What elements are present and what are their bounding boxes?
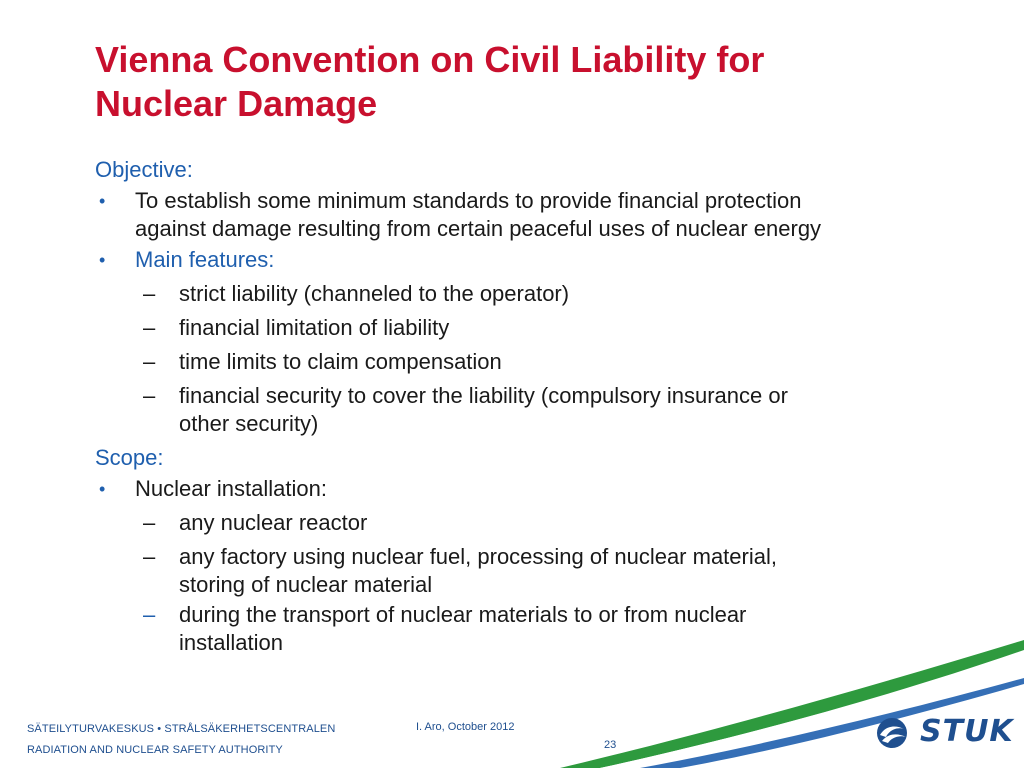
org-name-en: RADIATION AND NUCLEAR SAFETY AUTHORITY	[27, 744, 283, 756]
objective-text-line-2: against damage resulting from certain peaceful uses of nuclear energy	[135, 216, 822, 241]
org-name-fi-sv: SÄTEILYTURVAKESKUS • STRÅLSÄKERHETSCENTRALEN	[27, 723, 336, 735]
scope-item-line-2: storing of nuclear material	[179, 572, 433, 597]
scope-item-line-2: installation	[179, 630, 283, 655]
feature-text: strict liability (channeled to the operator)	[179, 281, 570, 306]
scope-item-line-1: any factory using nuclear fuel, processing of nuclear material,	[179, 544, 777, 569]
feature-text-line-2: other security)	[179, 411, 319, 436]
title-line-2: Nuclear Damage	[95, 83, 378, 124]
scope-bullet-text: Nuclear installation:	[135, 476, 327, 501]
bullet-icon: •	[99, 191, 106, 211]
dash-icon: –	[143, 510, 156, 535]
features-heading: Main features:	[135, 247, 275, 272]
footer-organization	[27, 719, 335, 761]
dash-icon: –	[143, 315, 156, 340]
feature-text: time limits to claim compensation	[179, 349, 502, 374]
dash-icon: –	[143, 602, 156, 627]
page-number: 23	[604, 739, 617, 751]
author-date: I. Aro, October 2012	[416, 721, 515, 733]
title-line-1: Vienna Convention on Civil Liability for	[95, 39, 765, 80]
scope-heading: Scope:	[95, 445, 164, 470]
objective-heading: Objective:	[95, 157, 193, 182]
dash-icon: –	[143, 349, 156, 374]
dash-icon: –	[143, 383, 156, 408]
scope-item-line-1: during the transport of nuclear materials to or from nuclear	[179, 602, 747, 627]
feature-text: financial limitation of liability	[179, 315, 450, 340]
dash-icon: –	[143, 544, 156, 569]
feature-text-line-1: financial security to cover the liability (compulsory insurance or	[179, 383, 788, 408]
objective-text-line-1: To establish some minimum standards to provide financial protection	[135, 188, 802, 213]
dash-icon: –	[143, 281, 156, 306]
bullet-icon: •	[99, 479, 106, 499]
scope-item-text: any nuclear reactor	[179, 510, 368, 535]
bullet-icon: •	[99, 250, 106, 270]
stuk-logo-text: STUK	[920, 714, 1014, 749]
